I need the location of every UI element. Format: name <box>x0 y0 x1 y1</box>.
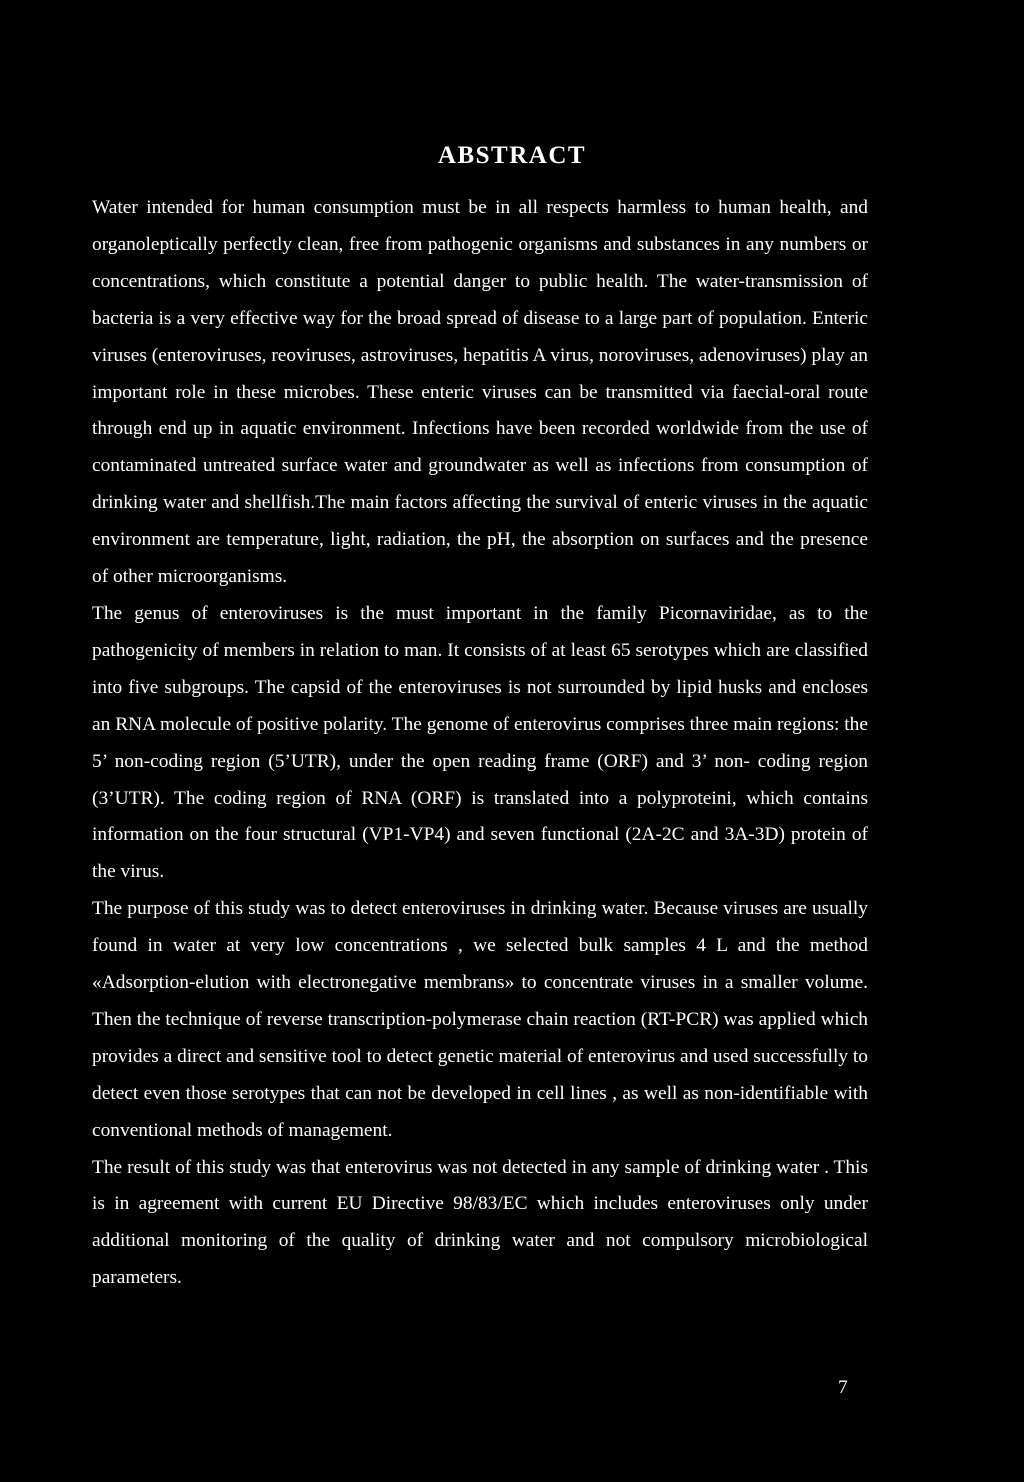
paragraph-study-result: The result of this study was that enterovirus was not detected in any sample of drinking water . This is in agreement with current EU Directive 98/83/EC which includes enteroviruses only under additional monitoring of the quality of drinking water and not compulsory microbiological parameters. <box>92 1156 868 1289</box>
paragraph-study-purpose: The purpose of this study was to detect enteroviruses in drinking water. Because viruses are usually found in water at very low concentrations , we selected bulk samples 4 L and the method «Adsorption-elution with electronegative membrans» to concentrate viruses in a smaller volume. Then the technique of reverse transcription-polymerase chain reaction (RT-PCR) was applied which provides a direct and sensitive tool to detect genetic material of enterovirus and used successfully to detect even those serotypes that can not be developed in cell lines , as well as non-identifiable with conventional methods of management. <box>92 898 868 1141</box>
abstract-title: ABSTRACT <box>437 142 587 169</box>
paragraph-enterovirus-genus: The genus of enteroviruses is the must important in the family Picornaviridae, as to the pathogenicity of members in relation to man. It consists of at least 65 serotypes which are classified into five subgroups. The capsid of the enteroviruses is not surrounded by lipid husks and encloses an RNA molecule of positive polarity. The genome of enterovirus comprises three main regions: the 5’ non-coding region (5’UTR), under the open reading frame (ORF) and 3’ non- coding region (3’UTR). The coding region of RNA (ORF) is translated into a polyproteini, which contains information on the four structural (VP1-VP4) and seven functional (2A-2C and 3A-3D) protein of the virus. <box>92 602 868 883</box>
abstract-body <box>92 190 868 1297</box>
paragraph-intro: Water intended for human consumption must be in all respects harmless to human health, and organoleptically perfectly clean, free from pathogenic organisms and substances in any numbers or concentrations, which constitute a potential danger to public health. The water-transmission of bacteria is a very effective way for the broad spread of disease to a large part of population. Enteric viruses (enteroviruses, reoviruses, astroviruses, hepatitis A virus, noroviruses, adenoviruses) play an important role in these microbes. These enteric viruses can be transmitted via faecial-oral route through end up in aquatic environment. Infections have been recorded worldwide from the use of contaminated untreated surface water and groundwater as well as infections from consumption of drinking water and shellfish.The main factors affecting the survival of enteric viruses in the aquatic environment are temperature, light, radiation, the pH, the absorption on surfaces and the presence of other microorganisms. <box>92 197 869 588</box>
page-number: 7 <box>838 1377 848 1398</box>
